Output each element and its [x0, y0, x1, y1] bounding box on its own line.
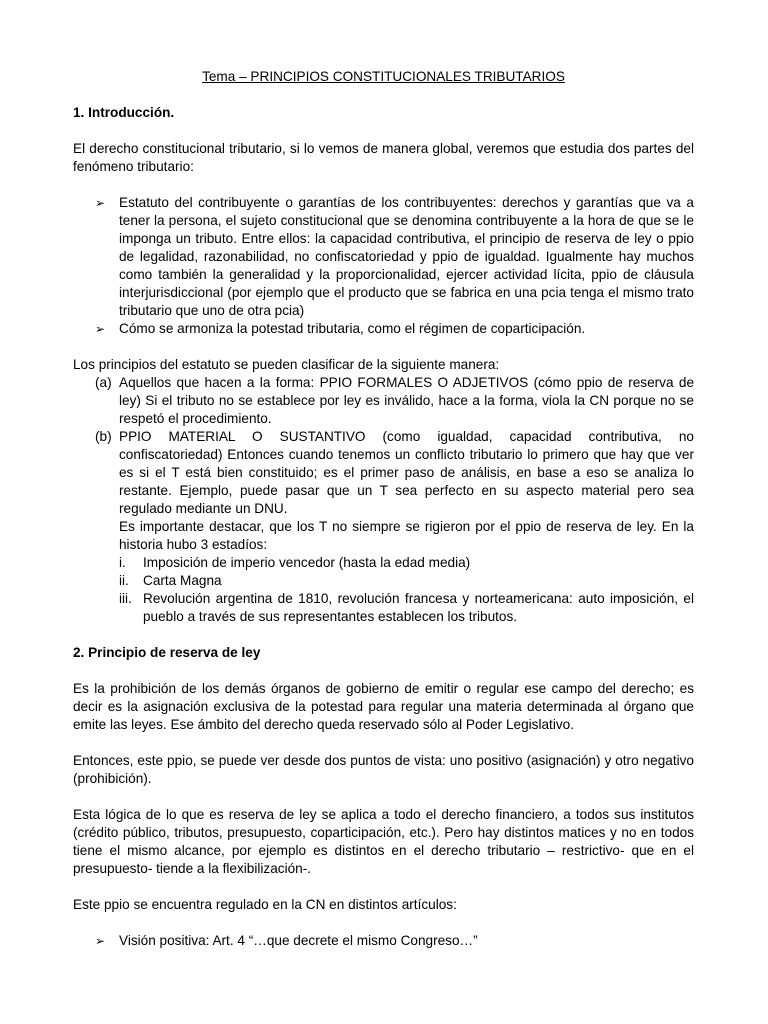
classification-intro: Los principios del estatuto se pueden clasificar de la siguiente manera: — [73, 357, 500, 372]
list-marker: ii. — [119, 573, 129, 588]
list-marker: (a) — [95, 375, 112, 390]
document-title: Tema – PRINCIPIOS CONSTITUCIONALES TRIBUTARIOS — [202, 69, 565, 84]
section-2-heading: 2. Principio de reserva de ley — [73, 645, 261, 660]
arrow-bullet-icon: ➢ — [95, 934, 106, 948]
section-2-paragraph: Es la prohibición de los demás órganos de gobierno de emitir o regular ese campo del derecho; es decir es la asignación exclusiva de la potestad para regular una materia determinada al órgano que emite las leyes. Ese ámbito del derecho queda reservado sólo al Poder Legislativo. — [73, 681, 694, 732]
list-item: ➢ Visión positiva: Art. 4 “…que decrete el mismo Congreso…” — [95, 933, 478, 948]
section-2-bullet-list — [73, 932, 694, 950]
arrow-bullet-icon: ➢ — [95, 322, 106, 336]
list-item: ii. Carta Magna — [119, 573, 222, 588]
section-1-intro: El derecho constitucional tributario, si lo vemos de manera global, veremos que estudia dos partes del fenómeno tributario: — [73, 141, 694, 174]
history-stages-list — [119, 554, 694, 626]
arrow-bullet-icon: ➢ — [95, 196, 106, 210]
list-item: ➢ Estatuto del contribuyente o garantías de los contribuyentes: derechos y garantías que va a tener la persona, el sujeto constitucional que se denomina contribuyente a la hora de que se le imponga un tributo. Entre ellos: la capacidad contributiva, el principio de reserva de ley o ppio de legalidad, razonabilidad, no confiscatoriedad y ppio de igualdad. Igualmente hay muchos como también la generalidad y la proporcionalidad, ejercer actividad lícita, ppio de cláusula interjurisdiccional (por ejemplo que el producto que se fabrica en una pcia tenga el mismo trato tributario que uno de otra pcia) — [95, 195, 694, 318]
section-1-heading: 1. Introducción. — [73, 105, 175, 120]
item-a-text: Aquellos que hacen a la forma: PPIO FORMALES O ADJETIVOS (cómo ppio de reserva de ley) Si el tributo no se establece por ley es inválido, hace a la forma, viola la CN porque no se respetó el procedimiento. — [119, 375, 694, 426]
section-2-paragraph: Este ppio se encuentra regulado en la CN en distintos artículos: — [73, 897, 457, 912]
list-item: ➢ Cómo se armoniza la potestad tributaria, como el régimen de coparticipación. — [95, 321, 586, 336]
list-marker: iii. — [119, 591, 132, 606]
section-2-paragraph: Entonces, este ppio, se puede ver desde dos puntos de vista: uno positivo (asignación) y otro negativo (prohibición). — [73, 753, 694, 786]
list-item — [95, 428, 694, 626]
item-b-text: PPIO MATERIAL O SUSTANTIVO (como igualdad, capacidad contributiva, no confiscatoriedad) Entonces cuando tenemos un conflicto tributario lo primero que hay que ver es si el T está bien constituido; es el primer paso de análisis, en base a eso se analiza lo restante. Ejemplo, puede pasar que un T sea perfecto en su aspecto material pero sea regulado mediante un DNU. — [119, 429, 694, 516]
list-marker: i. — [119, 555, 126, 570]
section-1-bullet-list — [73, 194, 694, 338]
item-b-history: Es importante destacar, que los T no siempre se rigieron por el ppio de reserva de ley. En la historia hubo 3 estadíos: — [119, 519, 694, 552]
section-2-paragraph: Esta lógica de lo que es reserva de ley se aplica a todo el derecho financiero, a todos sus institutos (crédito público, tributos, presupuesto, coparticipación, etc.). Pero hay distintos matices y no en todos tiene el mismo alcance, por ejemplo es distintos en el derecho tributario – restrictivo- que en el presupuesto- tiende a la flexibilización-. — [73, 807, 694, 876]
list-item: i. Imposición de imperio vencedor (hasta la edad media) — [119, 555, 471, 570]
list-marker: (b) — [95, 429, 112, 444]
list-item: iii. Revolución argentina de 1810, revolución francesa y norteamericana: auto imposición, el pueblo a través de sus representantes establecen los tributos. — [119, 591, 694, 624]
list-item — [95, 374, 694, 428]
classification-list — [73, 374, 694, 626]
